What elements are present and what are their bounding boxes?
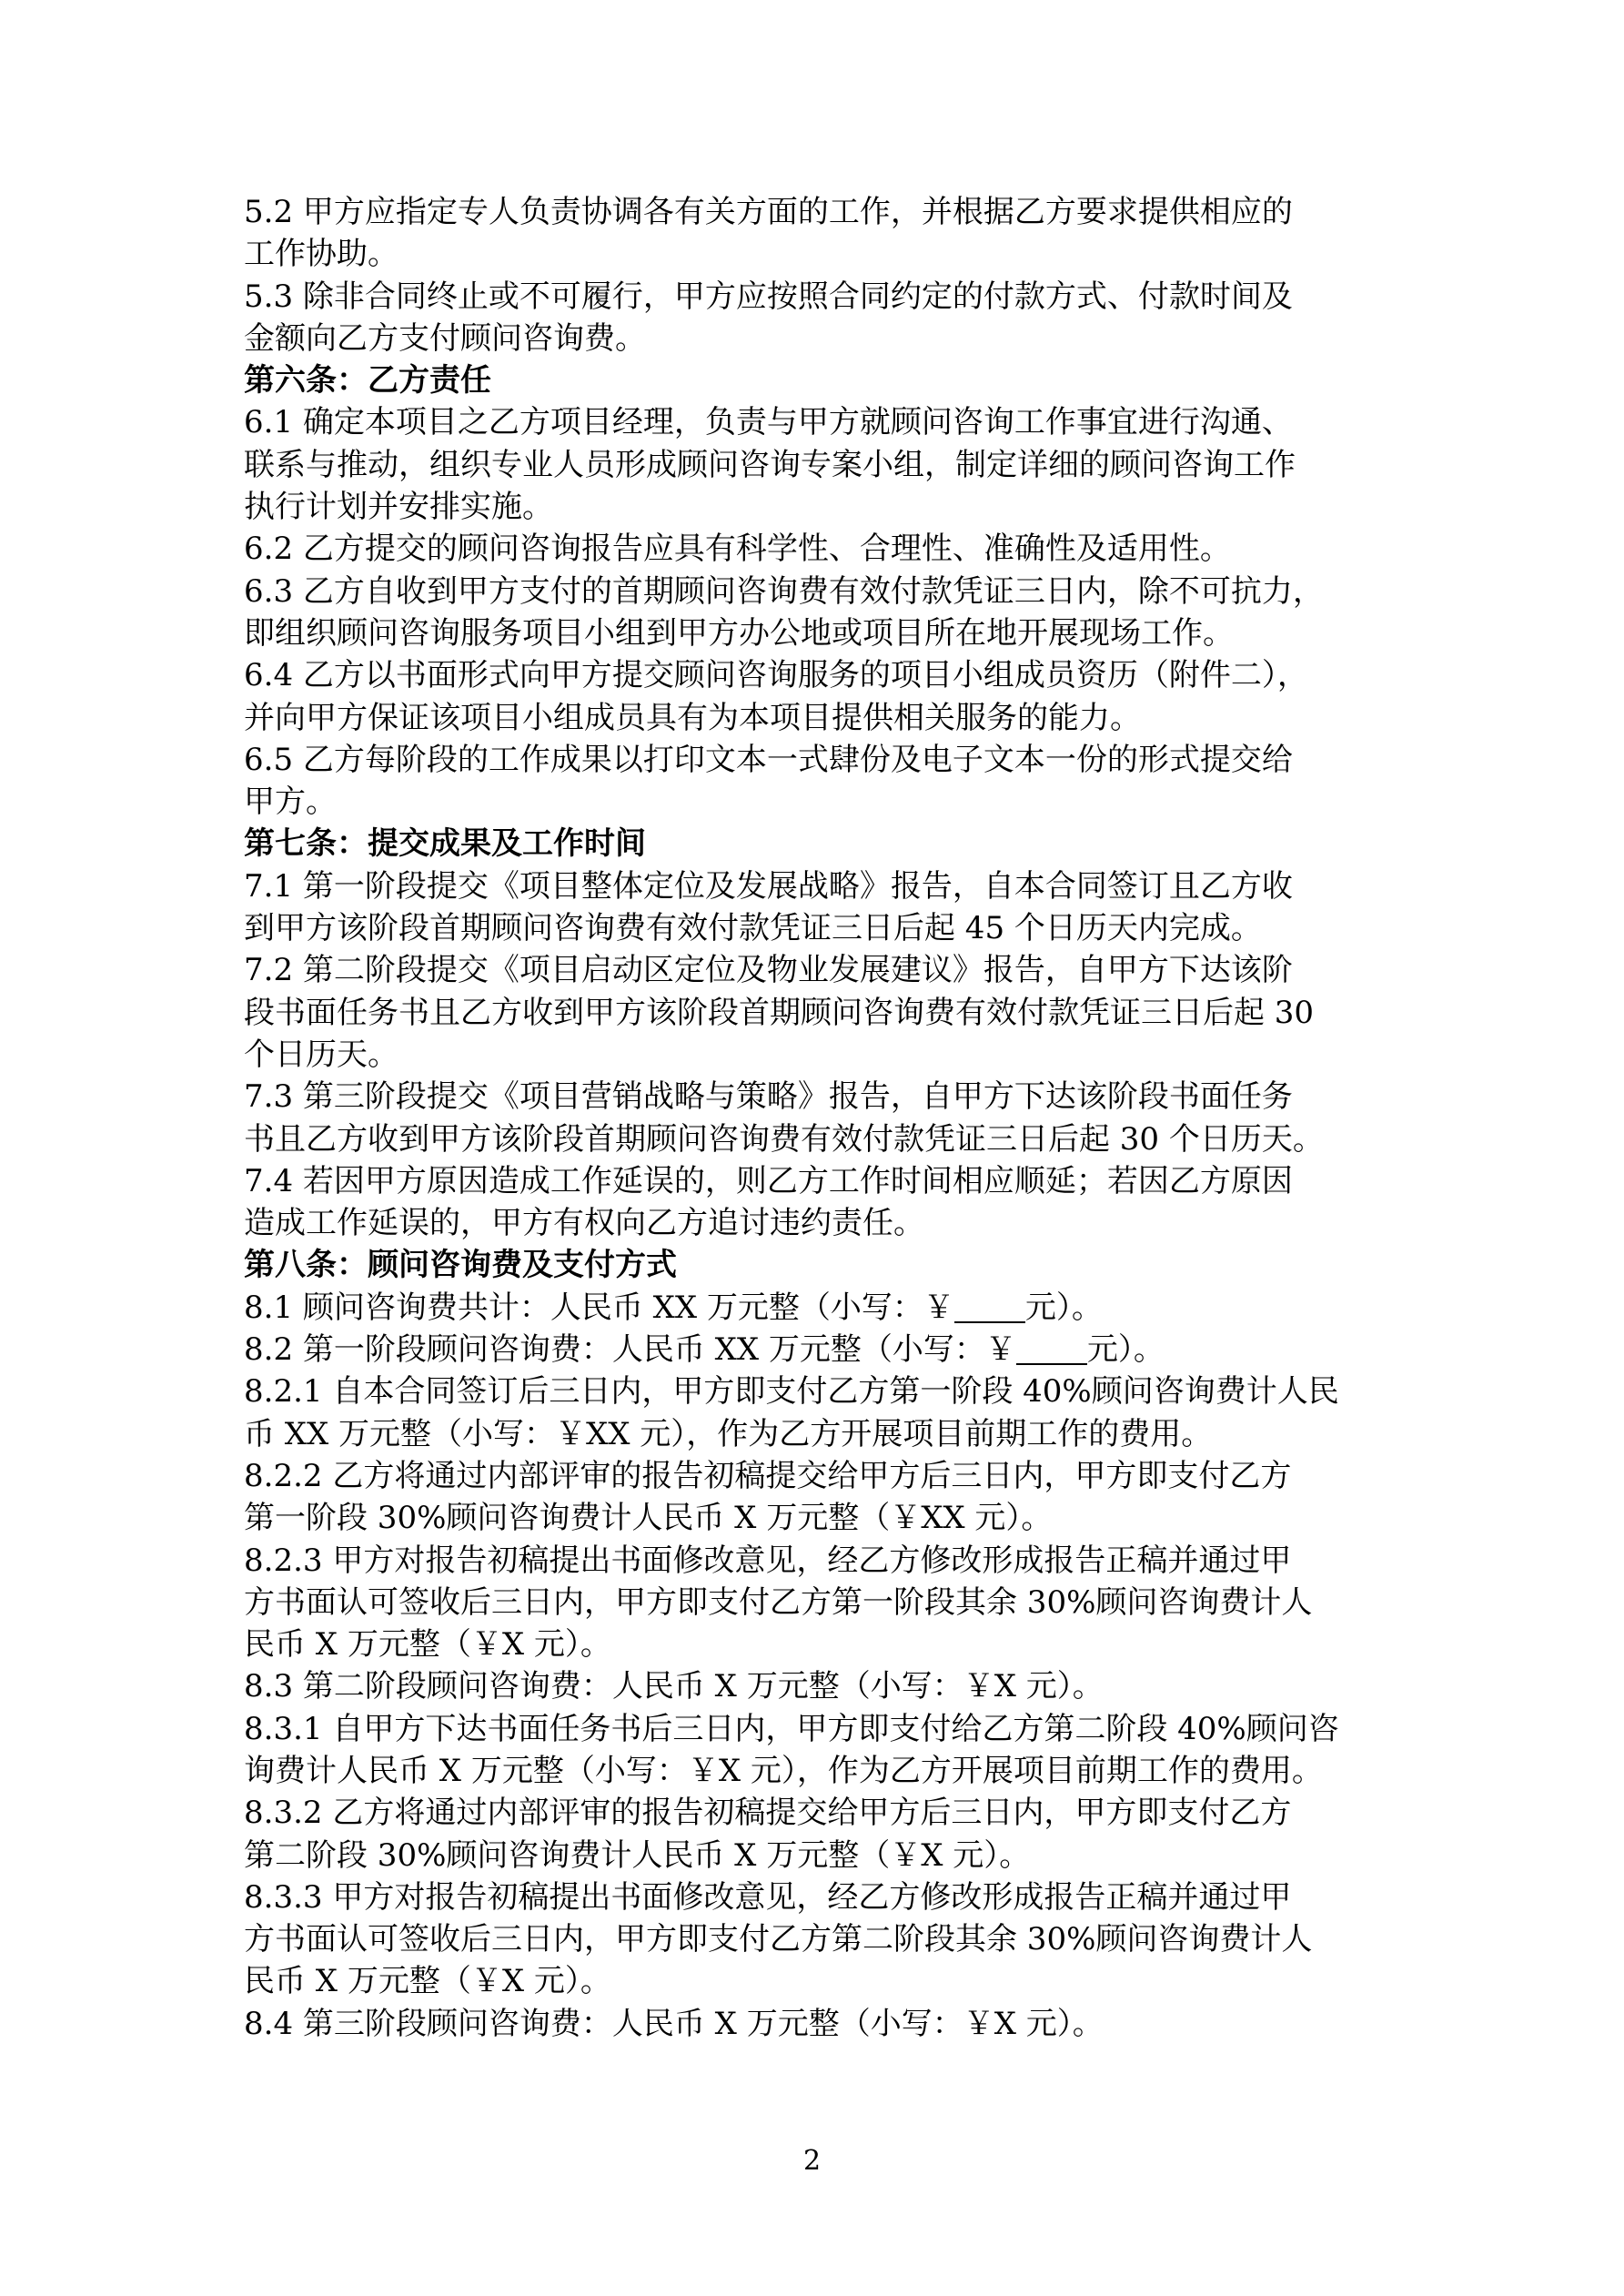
- text-line: 联系与推动，组织专业人员形成顾问咨询专案小组，制定详细的顾问咨询工作: [244, 446, 1296, 483]
- text-segment: 8.2 第一阶段顾问咨询费：人民币 XX 万元整（小写：￥: [244, 1331, 1016, 1369]
- text-line: 6.2 乙方提交的顾问咨询报告应具有科学性、合理性、准确性及适用性。: [244, 531, 1231, 568]
- text-line: 民币 X 万元整（￥X 元）。: [244, 1963, 611, 2000]
- text-line-with-blank: [244, 1329, 1392, 1371]
- text-line: 币 XX 万元整（小写：￥XX 元），作为乙方开展项目前期工作的费用。: [244, 1415, 1213, 1452]
- text-line: 金额向乙方支付顾问咨询费。: [244, 319, 646, 357]
- text-line: 8.3 第二阶段顾问咨询费：人民币 X 万元整（小写：￥X 元）。: [244, 1668, 1104, 1705]
- fill-in-blank: [1016, 1336, 1087, 1365]
- text-segment: 8.1 顾问咨询费共计：人民币 XX 万元整（小写：￥: [244, 1289, 954, 1326]
- text-segment: 元）。: [1086, 1331, 1165, 1369]
- text-line: 6.5 乙方每阶段的工作成果以打印文本一式肆份及电子文本一份的形式提交给: [244, 741, 1293, 778]
- text-line: 第二阶段 30%顾问咨询费计人民币 X 万元整（￥X 元）。: [244, 1836, 1031, 1874]
- text-line: 甲方。: [244, 784, 337, 821]
- text-line: 7.3 第三阶段提交《项目营销战略与策略》报告，自甲方下达该阶段书面任务: [244, 1078, 1293, 1116]
- text-segment: 元）。: [1024, 1289, 1103, 1326]
- text-line: 8.2.3 甲方对报告初稿提出书面修改意见，经乙方修改形成报告正稿并通过甲: [244, 1542, 1292, 1579]
- text-line: 第一阶段 30%顾问咨询费计人民币 X 万元整（￥XX 元）。: [244, 1500, 1053, 1537]
- section-heading-7: 第七条：提交成果及工作时间: [244, 825, 646, 863]
- text-line: 6.4 乙方以书面形式向甲方提交顾问咨询服务的项目小组成员资历（附件二），: [244, 657, 1308, 694]
- text-line: 7.2 第二阶段提交《项目启动区定位及物业发展建议》报告，自甲方下达该阶: [244, 952, 1293, 989]
- text-line: 即组织顾问咨询服务项目小组到甲方办公地或项目所在地开展现场工作。: [244, 614, 1234, 652]
- text-line: 造成工作延误的，甲方有权向乙方追讨违约责任。: [244, 1205, 924, 1242]
- text-line: 书且乙方收到甲方该阶段首期顾问咨询费有效付款凭证三日后起 30 个日历天。: [244, 1120, 1324, 1158]
- text-line: 方书面认可签收后三日内，甲方即支付乙方第一阶段其余 30%顾问咨询费计人: [244, 1583, 1313, 1621]
- page-number: 2: [802, 2145, 822, 2177]
- text-line: 8.3.1 自甲方下达书面任务书后三日内，甲方即支付给乙方第二阶段 40%顾问咨: [244, 1710, 1339, 1747]
- text-line: 方书面认可签收后三日内，甲方即支付乙方第二阶段其余 30%顾问咨询费计人: [244, 1921, 1313, 1958]
- document-body: [244, 191, 1392, 2045]
- text-line: 6.1 确定本项目之乙方项目经理，负责与甲方就顾问咨询工作事宜进行沟通、: [244, 404, 1293, 441]
- text-line: 7.4 若因甲方原因造成工作延误的，则乙方工作时间相应顺延；若因乙方原因: [244, 1162, 1293, 1199]
- text-line: 工作协助。: [244, 236, 398, 273]
- fill-in-blank: [954, 1294, 1025, 1323]
- text-line: 执行计划并安排实施。: [244, 489, 553, 526]
- text-line: 并向甲方保证该项目小组成员具有为本项目提供相关服务的能力。: [244, 699, 1141, 736]
- text-line-with-blank: [244, 1287, 1392, 1329]
- text-line: 询费计人民币 X 万元整（小写：￥X 元），作为乙方开展项目前期工作的费用。: [244, 1752, 1323, 1789]
- text-line: 5.3 除非合同终止或不可履行，甲方应按照合同约定的付款方式、付款时间及: [244, 278, 1293, 315]
- text-line: 段书面任务书且乙方收到甲方该阶段首期顾问咨询费有效付款凭证三日后起 30: [244, 994, 1315, 1031]
- text-line: 6.3 乙方自收到甲方支付的首期顾问咨询费有效付款凭证三日内，除不可抗力，: [244, 572, 1324, 610]
- text-line: 5.2 甲方应指定专人负责协调各有关方面的工作，并根据乙方要求提供相应的: [244, 194, 1293, 230]
- section-heading-8: 第八条：顾问咨询费及支付方式: [244, 1247, 677, 1284]
- text-line: 8.3.3 甲方对报告初稿提出书面修改意见，经乙方修改形成报告正稿并通过甲: [244, 1878, 1292, 1916]
- text-line: 民币 X 万元整（￥X 元）。: [244, 1626, 611, 1664]
- text-line: 7.1 第一阶段提交《项目整体定位及发展战略》报告，自本合同签订且乙方收: [244, 867, 1293, 905]
- text-line: 8.3.2 乙方将通过内部评审的报告初稿提交给甲方后三日内，甲方即支付乙方: [244, 1795, 1292, 1832]
- text-line: 8.4 第三阶段顾问咨询费：人民币 X 万元整（小写：￥X 元）。: [244, 2005, 1104, 2042]
- text-line: 8.2.1 自本合同签订后三日内，甲方即支付乙方第一阶段 40%顾问咨询费计人民: [244, 1373, 1339, 1411]
- text-line: 个日历天。: [244, 1036, 398, 1073]
- text-line: 到甲方该阶段首期顾问咨询费有效付款凭证三日后起 45 个日历天内完成。: [244, 910, 1262, 947]
- text-line: 8.2.2 乙方将通过内部评审的报告初稿提交给甲方后三日内，甲方即支付乙方: [244, 1457, 1292, 1494]
- section-heading-6: 第六条：乙方责任: [244, 362, 491, 400]
